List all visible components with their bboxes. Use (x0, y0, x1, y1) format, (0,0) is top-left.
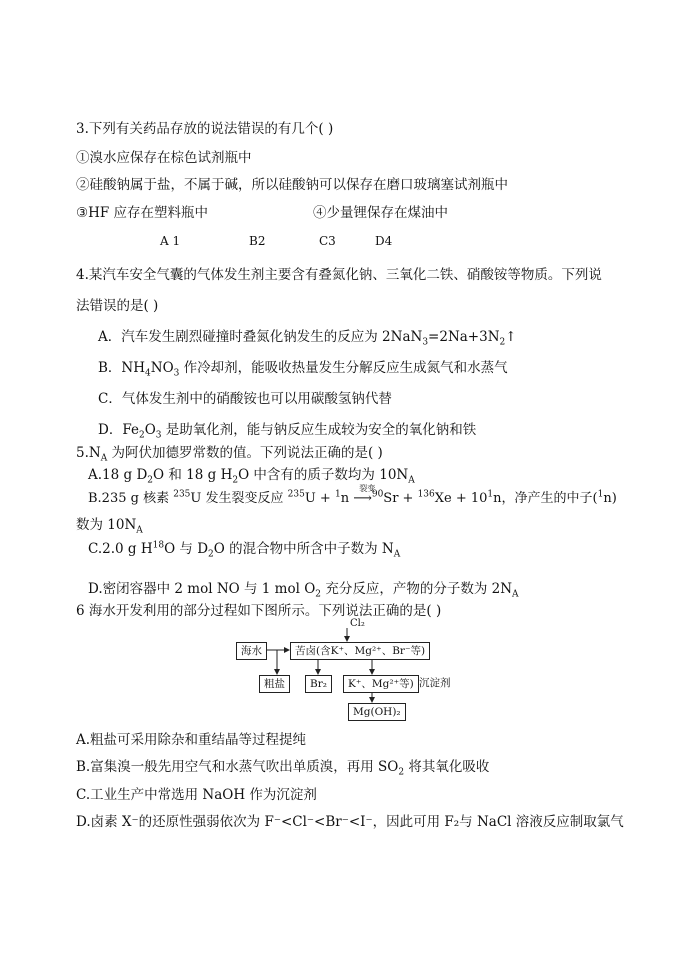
q3-item-4: ④少量锂保存在煤油中 (313, 205, 448, 221)
q5-stem: $5.N_A$ 为阿伏加德罗常数的值。下列说法正确的是( ) (76, 445, 383, 464)
crude-salt-box: 粗盐 (259, 675, 290, 693)
q6-option-d: D.卤素 X⁻的还原性强弱依次为 F⁻<Cl⁻<Br⁻<I⁻，因此可用 F₂与 NaCl 溶液反应制取氯气 (76, 814, 624, 830)
q3-option-a: A 1 (160, 234, 181, 248)
seawater-box: 海水 (236, 642, 267, 660)
q4-option-c: C．气体发生剂中的硝酸铵也可以用碳酸氢钠代替 (98, 391, 392, 407)
q4-option-b: B．$NH_4NO_3$ 作冷却剂，能吸收热量发生分解反应生成氮气和水蒸气 (98, 360, 508, 379)
q3-item-1: ①溴水应保存在棕色试剂瓶中 (76, 150, 252, 166)
q3-item-2: ②硅酸钠属于盐，不属于碱，所以硅酸钠可以保存在磨口玻璃塞试剂瓶中 (76, 177, 508, 193)
q4-option-a: A．汽车发生剧烈碰撞时叠氮化钠发生的反应为 $2NaN_3=2Na+3N_2↑$ (98, 329, 517, 348)
q3-option-d: D4 (375, 234, 393, 248)
q4-stem-line2: 法错误的是( ) (76, 298, 159, 314)
q5-option-d: D.密闭容器中 2 mol NO 与 1 mol $O_2$ 充分反应，产物的分子数为 $2N_A$ (88, 581, 519, 600)
bittern-box: 苦卤(含K⁺、Mg²⁺、Br⁻等) (290, 642, 430, 660)
q3-stem: 3.下列有关药品存放的说法错误的有几个( ) (76, 121, 334, 137)
q5-option-a: A.18 g $D_2O$ 和 18 g $H_2O$ 中含有的质子数均为 $10N_A$ (88, 467, 415, 486)
q6-option-b: B.富集溴一般先用空气和水蒸气吹出单质溴，再用 $SO_2$ 将其氧化吸收 (76, 759, 490, 778)
mgoh2-box: Mg(OH)₂ (348, 703, 406, 721)
q5-option-b-line2: 数为 $10N_A$ (76, 517, 143, 536)
precipitant-label: 沉淀剂 (419, 677, 451, 689)
cl2-label: Cl₂ (350, 618, 365, 629)
q6-option-c: C.工业生产中常选用 NaOH 作为沉淀剂 (76, 787, 317, 803)
q5-option-b-line1: B.235 g 核素 $^{235}$U 发生裂变反应 $^{235}$U + $^1$n 裂变 ⟶$^{90}$Sr + $^{136}Xe + 10^1n$，净产生的中子($^1$n) (88, 484, 617, 506)
q4-stem-line1: 4.某汽车安全气囊的气体发生剂主要含有叠氮化钠、三氧化二铁、硝酸铵等物质。下列说 (76, 267, 602, 283)
q6-stem: 6 海水开发利用的部分过程如下图所示。下列说法正确的是( ) (76, 603, 442, 619)
q5-option-c: C.2.0 g $H^{18}O$ 与 $D_2O$ 的混合物中所含中子数为 $N_A$ (88, 540, 401, 560)
ions-box: K⁺、Mg²⁺等) (343, 675, 419, 693)
q3-option-c: C3 (319, 234, 336, 248)
q6-option-a: A.粗盐可采用除杂和重结晶等过程提纯 (76, 732, 307, 748)
br2-box: Br₂ (305, 675, 332, 693)
q3-item-3: ③HF 应存在塑料瓶中 (76, 205, 209, 221)
q4-option-d: D．$Fe_2O_3$ 是助氧化剂，能与钠反应生成较为安全的氧化钠和铁 (98, 422, 477, 441)
q3-option-b: B2 (249, 234, 266, 248)
